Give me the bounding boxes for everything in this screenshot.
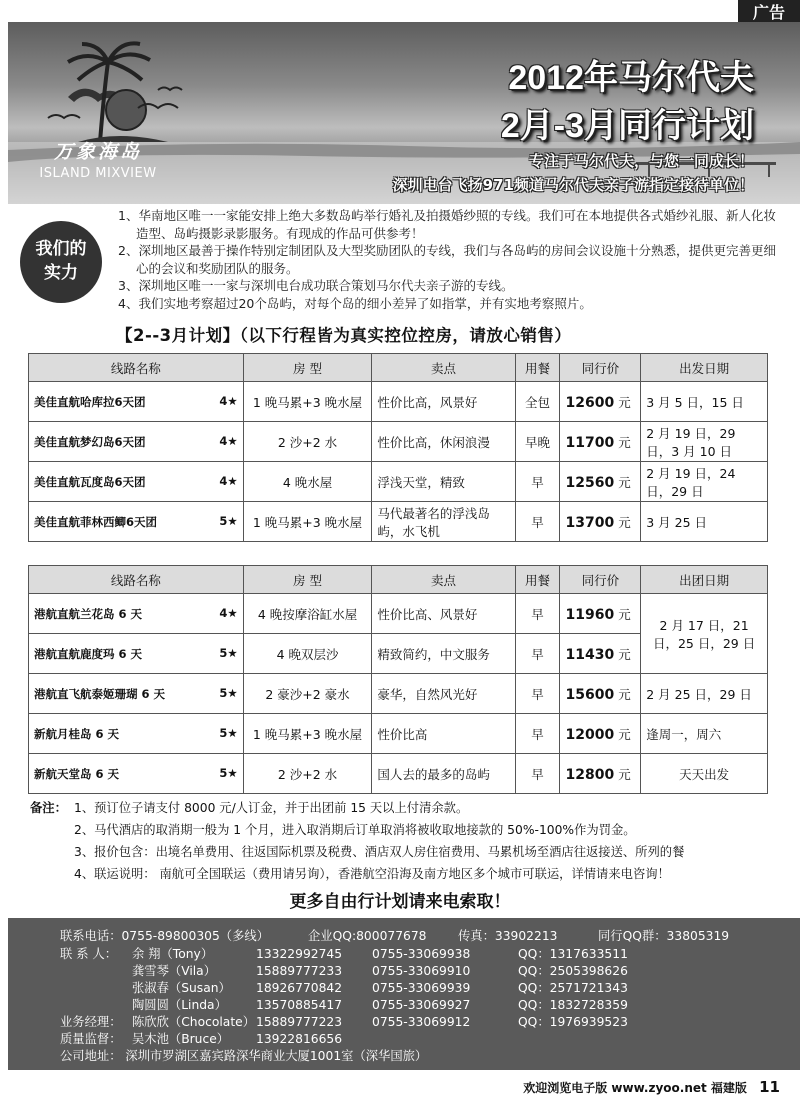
note-item: 4、联运说明： 南航可全国联运（费用请另询），香港航空沿海及南方地区多个城市可联运，详情请来电咨询！ — [74, 867, 670, 881]
contact-tel: 0755-33069910 — [372, 964, 471, 978]
contact-mobile: 15889777223 — [256, 1015, 343, 1029]
contact-qq: QQ：1317633511 — [518, 947, 628, 961]
star-rating: 5★ — [219, 685, 238, 700]
route-name: 港航直航鹿度玛 6 天 5★ — [29, 634, 244, 674]
room-type: 1 晚马累+3 晚水屋 — [243, 382, 372, 422]
contact-mobile: 13322992745 — [256, 947, 343, 961]
strength-item: 4、我们实地考察超过20个岛屿，对每个岛的细小差异了如指掌，并有实地考察照片。 — [118, 295, 592, 311]
peer-price: 13700 元 — [560, 502, 641, 542]
route-name: 美佳直航瓦度岛6天团 4★ — [29, 462, 244, 502]
contact-mobile: 15889777233 — [256, 964, 343, 978]
star-rating: 5★ — [219, 645, 238, 660]
page-number: 11 — [759, 1078, 780, 1096]
meal-plan: 早 — [515, 674, 560, 714]
departure-date: 2 月 19 日，24 日，29 日 — [641, 462, 768, 502]
contact-name: 张淑春（Susan） — [132, 981, 231, 995]
plan-heading: 【2--3月计划】（以下行程皆为真实控位控房，请放心销售） — [116, 326, 572, 345]
strength-item: 2、深圳地区最善于操作特别定制团队及大型奖励团队的专线，我们与各岛屿的房间会议设施十分熟悉，提供更完善更细心的会议和奖励团队的服务。 — [118, 243, 776, 276]
header-route: 线路名称 — [29, 566, 244, 594]
meal-plan: 早 — [515, 754, 560, 794]
brand-logo — [18, 137, 178, 181]
room-type: 4 晚按摩浴缸水屋 — [243, 594, 372, 634]
room-type: 2 豪沙+2 豪水 — [243, 674, 372, 714]
strength-section — [14, 205, 800, 317]
selling-point: 性价比高 — [372, 714, 515, 754]
table-header-row — [29, 354, 768, 382]
contact-name: 陈欣欣（Chocolate） — [132, 1015, 256, 1029]
selling-point: 性价比高，休闲浪漫 — [372, 422, 515, 462]
table-row — [29, 754, 768, 794]
meal-plan: 早 — [515, 714, 560, 754]
notes-label: 备注： — [30, 801, 67, 815]
header-date: 出团日期 — [641, 566, 768, 594]
quality-label: 质量监督： — [60, 1032, 122, 1046]
contact-tel: 0755-33069912 — [372, 1015, 471, 1029]
note-item: 2、马代酒店的取消期一般为 1 个月，进入取消期后订单取消将被收取地接款的 50%-100%作为罚金。 — [74, 823, 636, 837]
peer-qq-group: 同行QQ群：33805319 — [598, 929, 730, 943]
strength-list — [118, 207, 788, 312]
selling-point: 性价比高、风景好 — [372, 594, 515, 634]
departure-date: 3 月 25 日 — [641, 502, 768, 542]
peer-price: 12600 元 — [560, 382, 641, 422]
note-item: 3、报价包含：出境名单费用、往返国际机票及税费、酒店双人房住宿费用、马累机场至酒店往返接送、所列的餐 — [74, 845, 685, 859]
contacts-label: 联 系 人： — [60, 947, 118, 961]
strength-item: 3、深圳地区唯一一家与深圳电台成功联合策划马尔代夫亲子游的专线。 — [118, 278, 514, 293]
header-route: 线路名称 — [29, 354, 244, 382]
room-type: 1 晚马累+3 晚水屋 — [243, 714, 372, 754]
contact-mobile: 18926770842 — [256, 981, 343, 995]
table-row — [29, 714, 768, 754]
header-room: 房 型 — [243, 354, 372, 382]
meal-plan: 早 — [515, 634, 560, 674]
note-item: 1、预订位子请支付 8000 元/人订金，并于出团前 15 天以上付清余款。 — [74, 801, 469, 815]
contact-panel — [8, 918, 800, 1070]
peer-price: 11430 元 — [560, 634, 641, 674]
headline-line-1: 2012年马尔代夫 — [508, 59, 754, 97]
edition-label: 福建版 — [710, 1081, 747, 1095]
table-row — [29, 502, 768, 542]
fax-number: 传真：33902213 — [458, 929, 558, 943]
itinerary-table-connecting — [28, 565, 768, 794]
headline-line-2: 2月-3月同行计划 — [500, 107, 754, 145]
header-meal: 用餐 — [515, 566, 560, 594]
star-rating: 4★ — [219, 473, 238, 488]
phone-number: 联系电话：0755-89800305（多线） — [60, 929, 269, 943]
departure-date: 天天出发 — [641, 754, 768, 794]
route-name: 港航直飞航泰姬珊瑚 6 天 5★ — [29, 674, 244, 714]
star-rating: 4★ — [219, 605, 238, 620]
meal-plan: 早 — [515, 502, 560, 542]
logo-english-name: ISLAND MIXVIEW — [39, 166, 157, 181]
header-selling-point: 卖点 — [372, 566, 515, 594]
route-name: 美佳直航梦幻岛6天团 4★ — [29, 422, 244, 462]
star-rating: 5★ — [219, 725, 238, 740]
header-meal: 用餐 — [515, 354, 560, 382]
footer-website: 欢迎浏览电子版 www.zyoo.net — [523, 1081, 707, 1095]
contact-name: 余 翔（Tony） — [132, 947, 214, 961]
table-row — [29, 422, 768, 462]
route-name: 美佳直航菲林西鲫6天团 5★ — [29, 502, 244, 542]
header-date: 出发日期 — [641, 354, 768, 382]
tagline-1: 专注于马尔代夫，与您一同成长！ — [528, 152, 754, 170]
departure-date: 逢周一，周六 — [641, 714, 768, 754]
route-name: 新航天堂岛 6 天 5★ — [29, 754, 244, 794]
peer-price: 12000 元 — [560, 714, 641, 754]
peer-price: 12800 元 — [560, 754, 641, 794]
meal-plan: 全包 — [515, 382, 560, 422]
contact-qq: QQ：2571721343 — [518, 981, 628, 995]
logo-chinese-name: 万象海岛 — [53, 141, 142, 163]
strength-item: 1、华南地区唯一一家能安排上绝大多数岛屿举行婚礼及拍摄婚纱照的专线。我们可在本地提供各式婚纱礼服、新人化妆造型、岛屿摄影录影服务。有现成的作品可供参考！ — [118, 208, 776, 241]
selling-point: 浮浅天堂，精致 — [372, 462, 515, 502]
room-type: 4 晚水屋 — [243, 462, 372, 502]
selling-point: 国人去的最多的岛屿 — [372, 754, 515, 794]
header-room: 房 型 — [243, 566, 372, 594]
departure-date: 2 月 25 日，29 日 — [641, 674, 768, 714]
room-type: 1 晚马累+3 晚水屋 — [243, 502, 372, 542]
contact-name: 龚雪琴（Vila） — [132, 964, 216, 978]
header-selling-point: 卖点 — [372, 354, 515, 382]
departure-date: 3 月 5 日，15 日 — [641, 382, 768, 422]
contact-qq: QQ：2505398626 — [518, 964, 628, 978]
table-header-row — [29, 566, 768, 594]
contact-name: 陶圆圆（Linda） — [132, 998, 227, 1012]
selling-point: 精致简约，中文服务 — [372, 634, 515, 674]
contact-qq: QQ：1832728359 — [518, 998, 628, 1012]
table-row — [29, 462, 768, 502]
room-type: 4 晚双层沙 — [243, 634, 372, 674]
header-price: 同行价 — [560, 354, 641, 382]
meal-plan: 早晚 — [515, 422, 560, 462]
meal-plan: 早 — [515, 594, 560, 634]
star-rating: 4★ — [219, 433, 238, 448]
room-type: 2 沙+2 水 — [243, 754, 372, 794]
room-type: 2 沙+2 水 — [243, 422, 372, 462]
table-row — [29, 594, 768, 634]
selling-point: 豪华，自然风光好 — [372, 674, 515, 714]
star-rating: 4★ — [219, 393, 238, 408]
contact-qq: QQ：1976939523 — [518, 1015, 628, 1029]
route-name: 新航月桂岛 6 天 5★ — [29, 714, 244, 754]
ad-tag: 广告 — [738, 0, 800, 26]
departure-date: 2 月 17 日，21 日，25 日，29 日 — [641, 594, 768, 674]
notes-list — [74, 797, 790, 885]
manager-label: 业务经理： — [60, 1015, 122, 1029]
peer-price: 11960 元 — [560, 594, 641, 634]
route-name: 港航直航兰花岛 6 天 4★ — [29, 594, 244, 634]
company-qq: 企业QQ:800077678 — [308, 929, 427, 943]
star-rating: 5★ — [219, 765, 238, 780]
meal-plan: 早 — [515, 462, 560, 502]
table-row — [29, 382, 768, 422]
table-row — [29, 674, 768, 714]
contact-name: 吴木池（Bruce） — [132, 1032, 230, 1046]
strength-badge: 我们的 实力 — [20, 221, 102, 303]
contact-tel: 0755-33069927 — [372, 998, 471, 1012]
selling-point: 性价比高，风景好 — [372, 382, 515, 422]
contact-mobile: 13570885417 — [256, 998, 343, 1012]
selling-point: 马代最著名的浮浅岛屿，水飞机 — [372, 502, 515, 542]
route-name: 美佳直航哈库拉6天团 4★ — [29, 382, 244, 422]
itinerary-table-direct — [28, 353, 768, 542]
contact-tel: 0755-33069938 — [372, 947, 471, 961]
header-banner — [8, 22, 800, 204]
page-footer — [523, 1078, 780, 1096]
peer-price: 12560 元 — [560, 462, 641, 502]
contact-tel: 0755-33069939 — [372, 981, 471, 995]
more-plans-callout: 更多自由行计划请来电索取！ — [289, 892, 511, 912]
star-rating: 5★ — [219, 513, 238, 528]
tagline-2: 深圳电台飞扬971频道马尔代夫亲子游指定接待单位！ — [392, 176, 754, 194]
contact-mobile: 13922816656 — [256, 1032, 343, 1046]
company-address: 公司地址： 深圳市罗湖区嘉宾路深华商业大厦1001室（深华国旅） — [60, 1049, 428, 1063]
peer-price: 15600 元 — [560, 674, 641, 714]
header-price: 同行价 — [560, 566, 641, 594]
departure-date: 2 月 19 日，29 日，3 月 10 日 — [641, 422, 768, 462]
peer-price: 11700 元 — [560, 422, 641, 462]
